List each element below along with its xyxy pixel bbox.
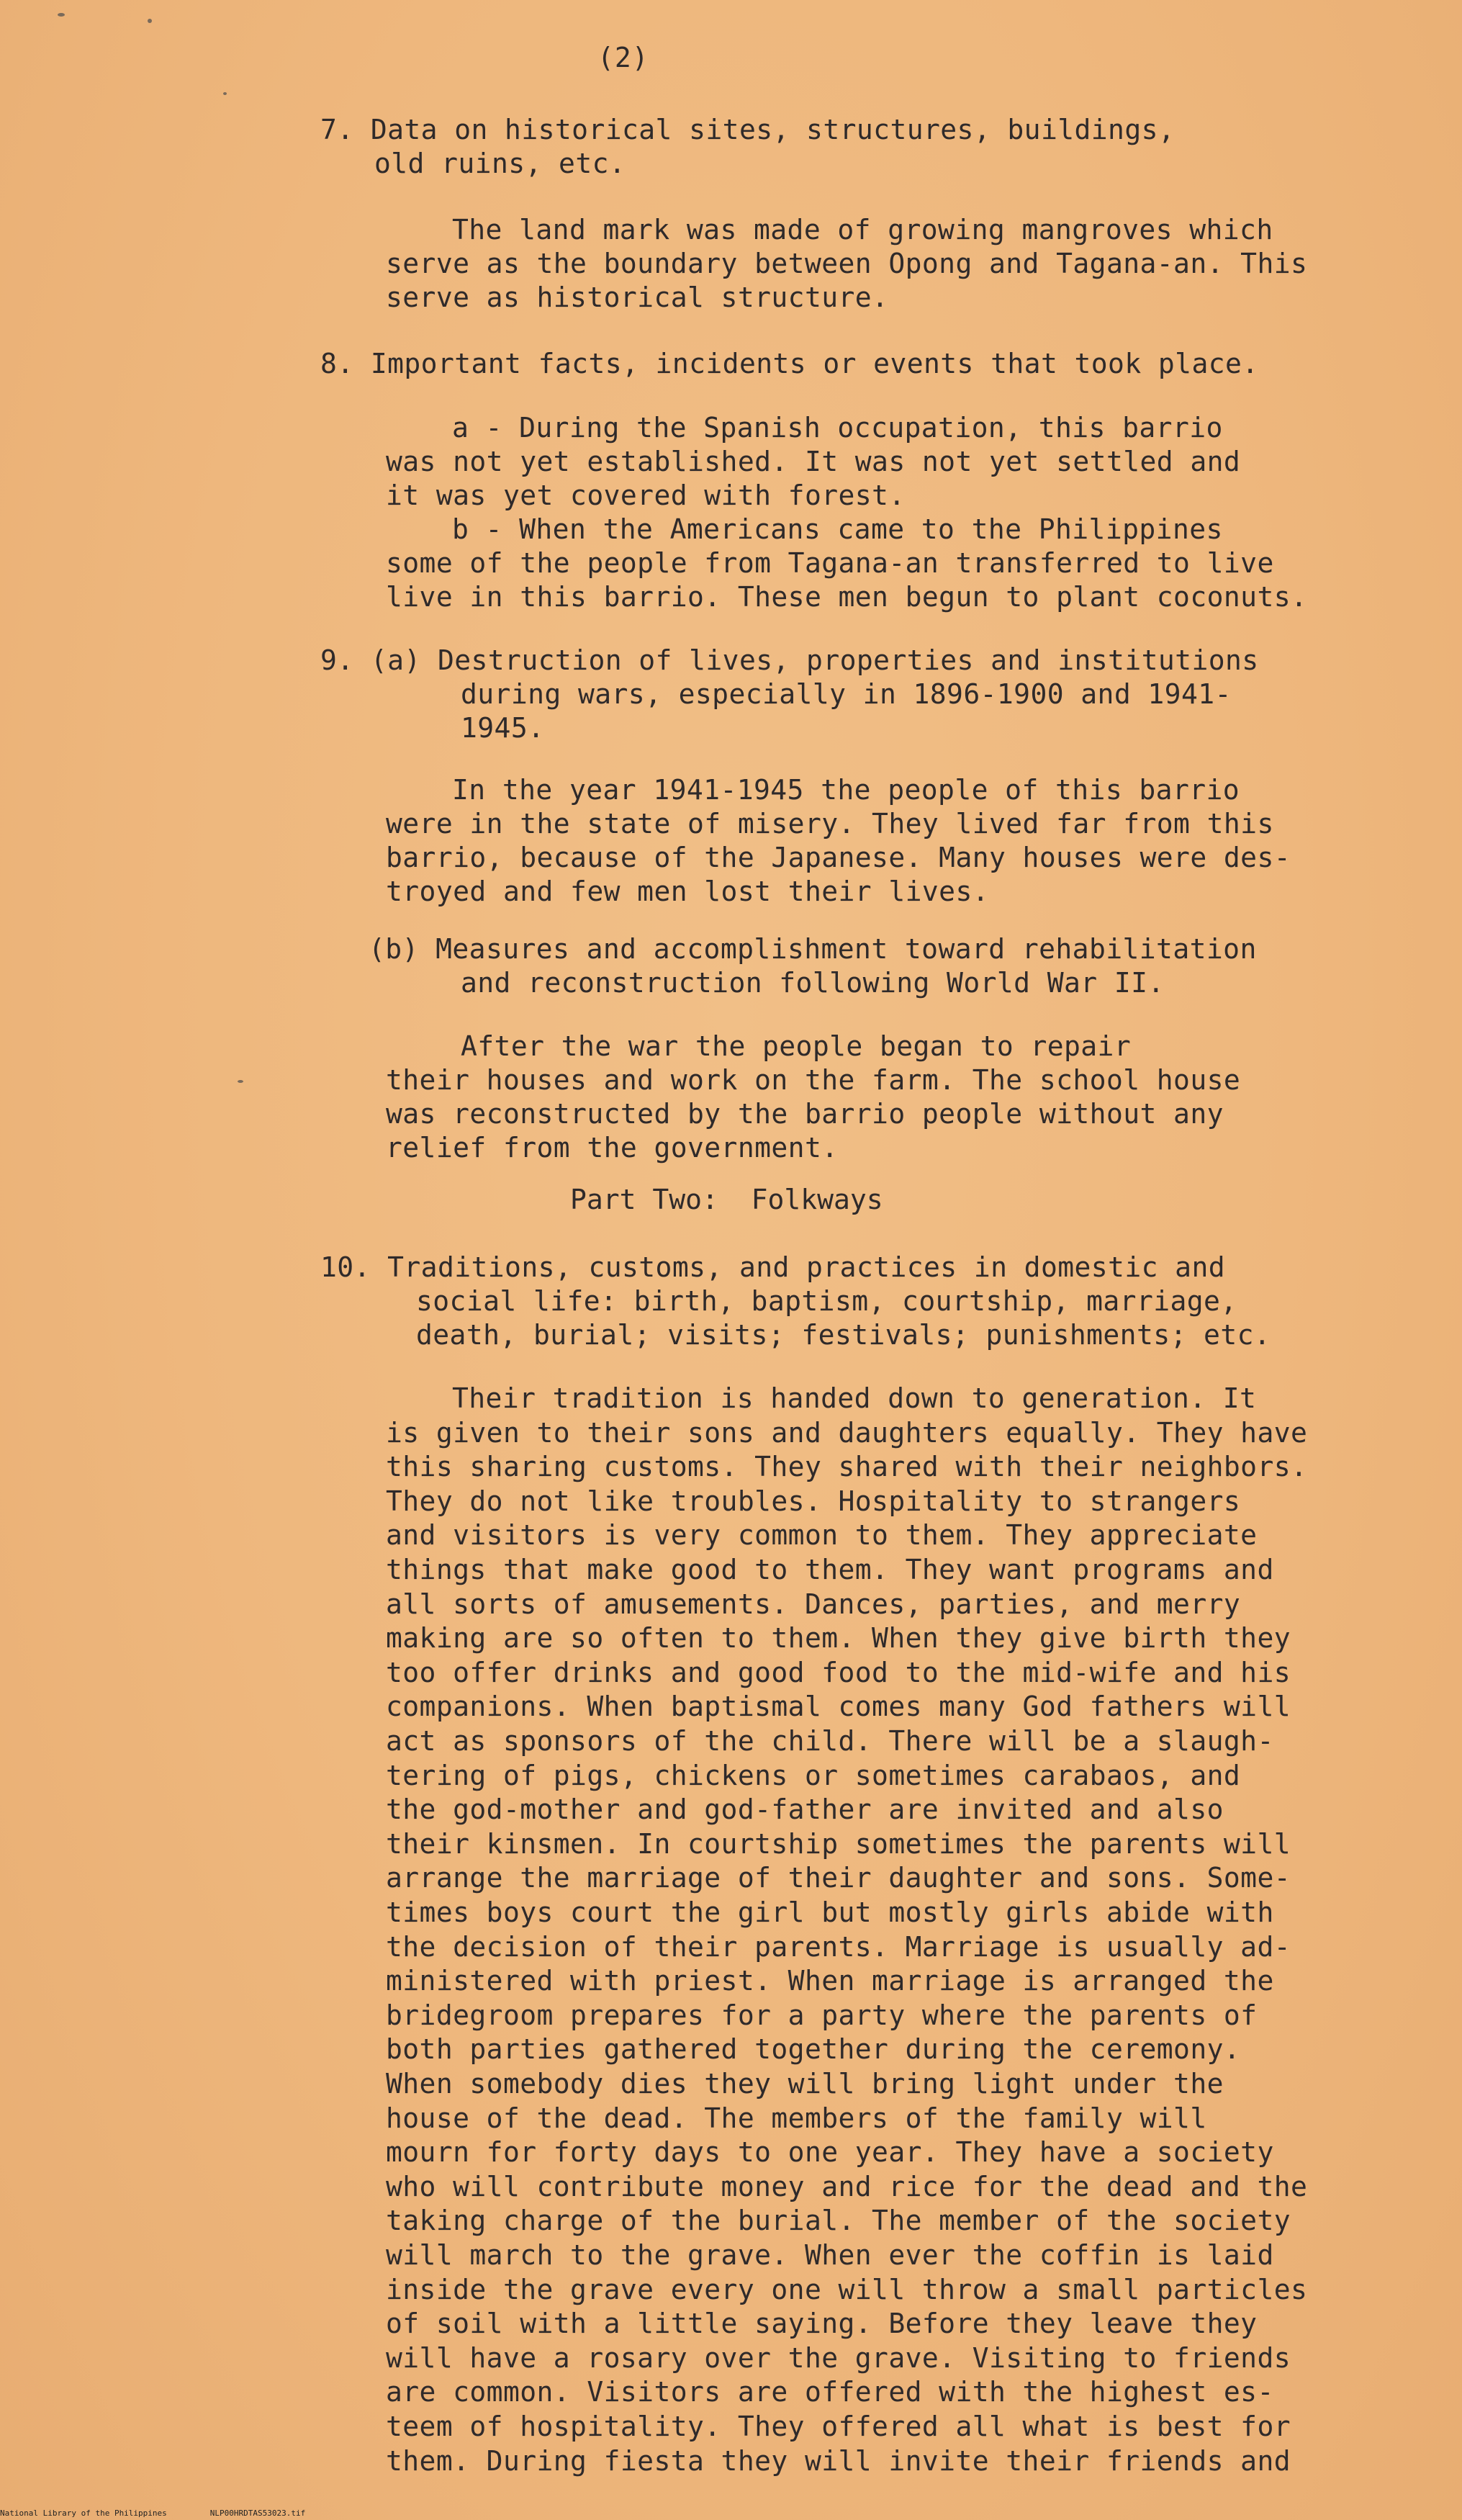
item10-body-line: They do not like troubles. Hospitality to strangers — [386, 1485, 1241, 1517]
item9-b-heading-line: and reconstruction following World War II. — [461, 967, 1165, 999]
item10-body-line: companions. When baptismal comes many God fathers will — [386, 1691, 1291, 1722]
item10-body-line: teem of hospitality. They offered all what is best for — [386, 2411, 1291, 2442]
item10-body-line: things that make good to them. They want programs and — [386, 1554, 1274, 1585]
item9-b-heading-line: (b) Measures and accomplishment toward rehabilitation — [369, 933, 1257, 965]
item7-body-line: The land mark was made of growing mangroves which — [452, 214, 1273, 246]
item9-b-body-line: After the war the people began to repair — [461, 1030, 1132, 1062]
item10-body-line: will march to the grave. When ever the coffin is laid — [386, 2239, 1274, 2271]
item10-body-line: act as sponsors of the child. There will be a slaugh- — [386, 1725, 1274, 1757]
item10-body-line: making are so often to them. When they give birth they — [386, 1622, 1291, 1654]
item10-heading-line: social life: birth, baptism, courtship, marriage, — [416, 1285, 1237, 1317]
footer-library: National Library of the Philippines — [0, 2508, 167, 2518]
item10-body-line: will have a rosary over the grave. Visiting to friends — [386, 2342, 1291, 2374]
item10-body-line: who will contribute money and rice for the dead and the — [386, 2171, 1308, 2202]
item8-a-line: was not yet established. It was not yet settled and — [386, 446, 1241, 477]
item9-a-heading-line: during wars, especially in 1896-1900 and 1941- — [461, 678, 1232, 710]
item10-body-line: this sharing customs. They shared with their neighbors. — [386, 1451, 1308, 1482]
item7-heading-line: old ruins, etc. — [374, 148, 626, 179]
item8-b-line: b - When the Americans came to the Philippines — [452, 513, 1223, 545]
scan-speck — [148, 19, 152, 23]
page-number: (2) — [597, 42, 649, 73]
item10-body-line: their kinsmen. In courtship sometimes the parents will — [386, 1828, 1291, 1860]
item10-body-line: inside the grave every one will throw a small particles — [386, 2274, 1308, 2305]
item8-a-line: it was yet covered with forest. — [386, 480, 906, 511]
item10-heading-line: 10. Traditions, customs, and practices in domestic and — [320, 1251, 1226, 1283]
item10-body-line: all sorts of amusements. Dances, parties, and merry — [386, 1588, 1241, 1620]
item10-body-line: is given to their sons and daughters equally. They have — [386, 1417, 1308, 1449]
scan-speck — [223, 92, 227, 95]
item8-a-line: a - During the Spanish occupation, this barrio — [452, 412, 1223, 444]
item10-body-line: bridegroom prepares for a party where the parents of — [386, 1999, 1258, 2031]
item9-a-body-line: barrio, because of the Japanese. Many houses were des- — [386, 842, 1291, 873]
scan-speck — [238, 1080, 243, 1083]
item9-a-body-line: were in the state of misery. They lived far from this — [386, 808, 1274, 840]
item10-body-line: are common. Visitors are offered with the highest es- — [386, 2376, 1274, 2408]
item8-heading: 8. Important facts, incidents or events that took place. — [320, 348, 1259, 379]
item7-body-line: serve as the boundary between Opong and Tagana-an. This — [386, 248, 1308, 279]
item10-body-line: and visitors is very common to them. They appreciate — [386, 1519, 1258, 1551]
footer-filename: NLP00HRDTAS53023.tif — [209, 2508, 306, 2518]
item10-body-line: mourn for forty days to one year. They have a society — [386, 2136, 1274, 2168]
item10-body-line: both parties gathered together during the ceremony. — [386, 2033, 1241, 2065]
item10-body-line: the decision of their parents. Marriage is usually ad- — [386, 1931, 1291, 1963]
item8-b-line: some of the people from Tagana-an transferred to live — [386, 547, 1274, 579]
item10-body-line: ministered with priest. When marriage is arranged the — [386, 1965, 1274, 1997]
item9-a-heading-line: 1945. — [461, 712, 545, 744]
item9-b-body-line: was reconstructed by the barrio people without any — [386, 1098, 1224, 1130]
item7-heading-line: 7. Data on historical sites, structures, buildings, — [320, 114, 1176, 145]
item9-a-body-line: troyed and few men lost their lives. — [386, 876, 990, 907]
item10-body-line: the god-mother and god-father are invited and also — [386, 1794, 1224, 1825]
item10-body-line: them. During fiesta they will invite their friends and — [386, 2445, 1291, 2477]
item9-b-body-line: relief from the government. — [386, 1132, 839, 1164]
item9-a-heading-line: 9. (a) Destruction of lives, properties and institutions — [320, 644, 1259, 676]
item7-body-line: serve as historical structure. — [386, 282, 889, 313]
item8-b-line: live in this barrio. These men begun to plant coconuts. — [386, 581, 1308, 613]
scan-speck — [58, 13, 65, 17]
item10-body-line: times boys court the girl but mostly girls abide with — [386, 1896, 1274, 1928]
item10-body-line: When somebody dies they will bring light under the — [386, 2068, 1224, 2100]
part-two-title: Part Two: Folkways — [570, 1184, 883, 1215]
item10-body-line: Their tradition is handed down to generation. It — [452, 1382, 1257, 1414]
item9-b-body-line: their houses and work on the farm. The school house — [386, 1064, 1241, 1096]
item10-body-line: of soil with a little saying. Before they leave they — [386, 2308, 1258, 2339]
item10-body-line: taking charge of the burial. The member of the society — [386, 2205, 1291, 2236]
item10-body-line: arrange the marriage of their daughter and sons. Some- — [386, 1862, 1291, 1894]
item10-body-line: tering of pigs, chickens or sometimes carabaos, and — [386, 1760, 1241, 1791]
item10-body-line: too offer drinks and good food to the mid-wife and his — [386, 1657, 1291, 1688]
item10-body-line: house of the dead. The members of the family will — [386, 2102, 1207, 2134]
item10-heading-line: death, burial; visits; festivals; punishments; etc. — [416, 1319, 1271, 1351]
item9-a-body-line: In the year 1941-1945 the people of this barrio — [452, 774, 1240, 806]
scan-footer — [0, 2508, 348, 2518]
